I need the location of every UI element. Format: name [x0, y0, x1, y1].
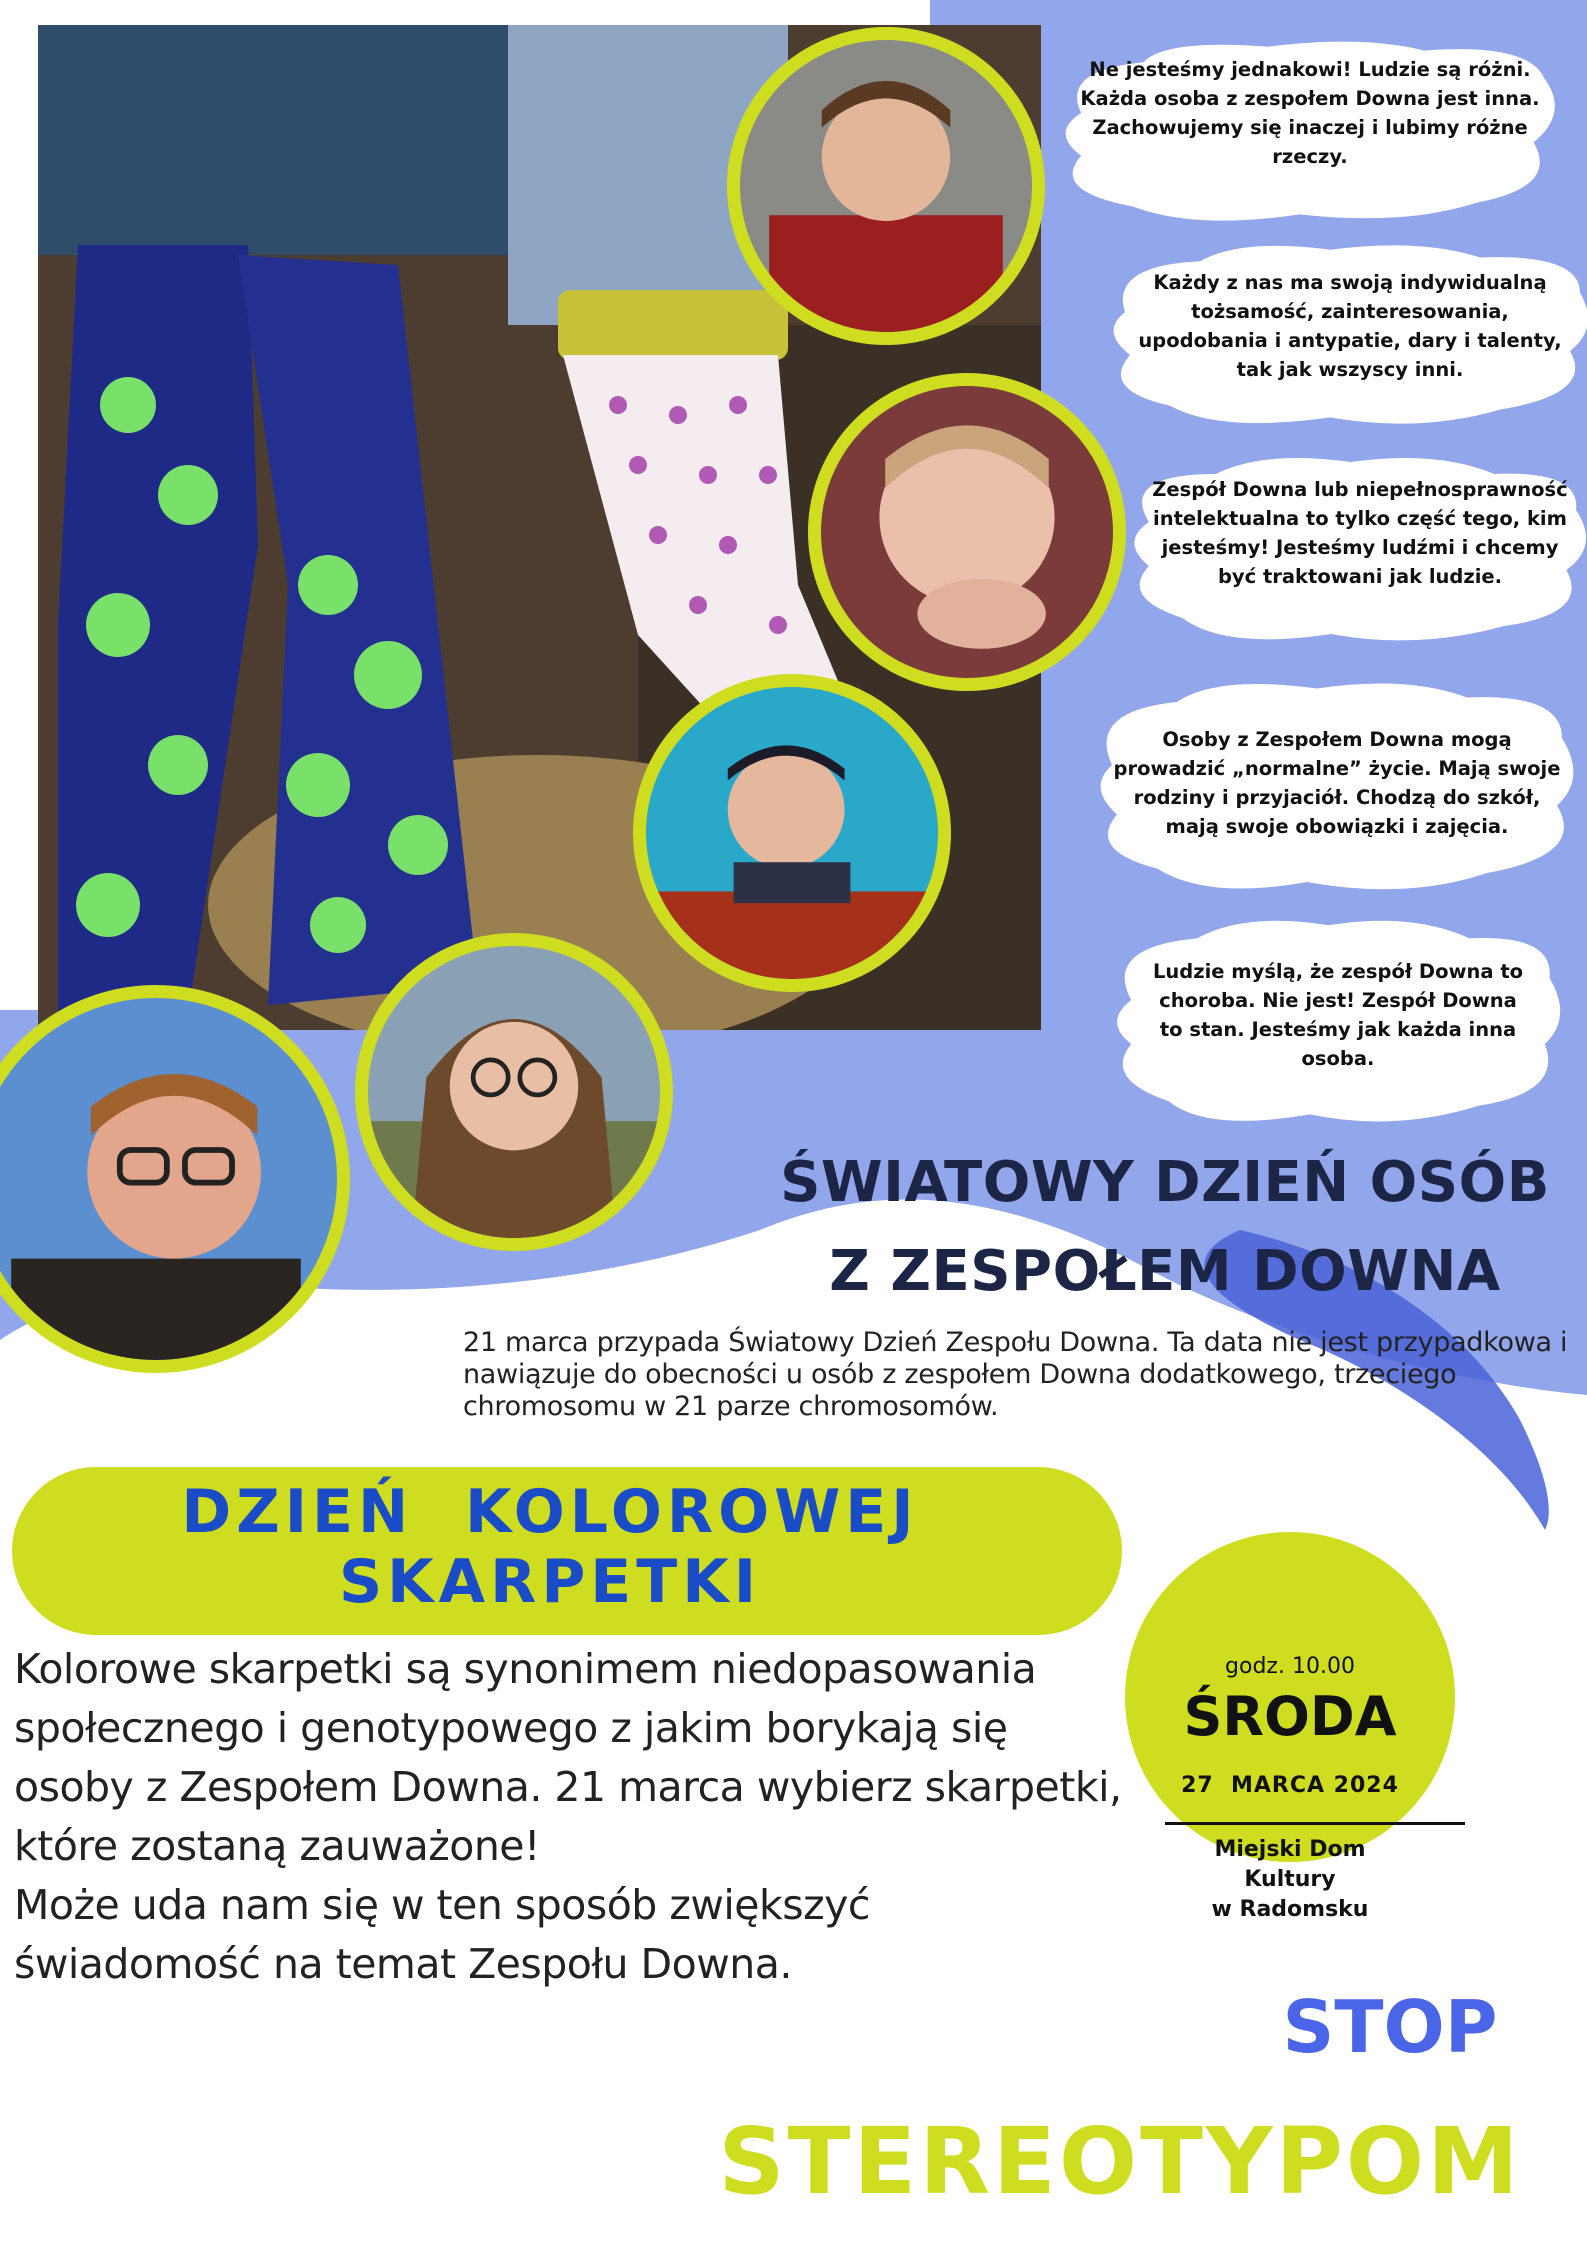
fact-cloud-4 [1112, 725, 1562, 841]
title-line-2: Z ZESPOŁEM DOWNA [829, 1239, 1501, 1304]
fact-cloud-5 [1148, 957, 1528, 1073]
event-info-circle [1125, 1532, 1455, 1922]
fact-text: Osoby z Zespołem Downa mogą prowadzić „normalne” życie. Mają swoje rodziny i przyjaciół. Chodzą do szkół, mają swoje obowiązki i zajęcia. [1113, 728, 1561, 838]
portrait-boy-thumbs-up [727, 27, 1045, 345]
fact-cloud-2 [1125, 268, 1575, 384]
fact-text: Ludzie myślą, że zespół Downa to choroba. Nie jest! Zespół Downa to stan. Jesteśmy jak każda inna osoba. [1152, 960, 1524, 1070]
portrait-child-blowing-kiss [808, 373, 1126, 691]
body-paragraph-2: Może uda nam się w ten sposób zwiększyć świadomość na temat Zespołu Downa. [14, 1881, 870, 1988]
event-day: ŚRODA [1183, 1685, 1397, 1748]
title-line-1: ŚWIATOWY DZIEŃ OSÓB [780, 1150, 1550, 1215]
place-line-3: w Radomsku [1211, 1897, 1369, 1922]
banner-line-1: DZIEŃ KOLOROWEJ [181, 1477, 919, 1547]
fact-text: Zespół Downa lub niepełnosprawność intelektualna to tylko część tego, kim jesteśmy! Jesteśmy ludźmi i chcemy być traktowani jak ludzie. [1152, 478, 1568, 588]
event-place [1125, 1835, 1455, 1925]
fact-text: Ne jesteśmy jednakowi! Ludzie są różni. Każda osoba z zespołem Downa jest inna. Zachowujemy się inaczej i lubimy różne rzeczy. [1080, 58, 1540, 168]
page-title [740, 1138, 1587, 1316]
portrait-boy-with-cap [633, 674, 951, 992]
fact-cloud-1 [1080, 55, 1540, 171]
banner-line-2: SKARPETKI [338, 1547, 762, 1617]
body-paragraph-1: Kolorowe skarpetki są synonimem niedopasowania społecznego i genotypowego z jakim borykają się osoby z Zespołem Downa. 21 marca wybierz skarpetki, które zostaną zauważone! [14, 1645, 1122, 1870]
body-text [14, 1640, 1144, 1994]
place-line-2: Kultury [1244, 1867, 1336, 1892]
event-time: godz. 10.00 [1225, 1654, 1355, 1679]
fact-text: Każdy z nas ma swoją indywidualną tożsamość, zainteresowania, upodobania i antypatie, dary i talenty, tak jak wszyscy inni. [1138, 271, 1562, 381]
banner-text [100, 1477, 1000, 1617]
place-line-1: Miejski Dom [1214, 1837, 1366, 1862]
fact-cloud-3 [1145, 475, 1575, 591]
portrait-girl-glasses [355, 933, 673, 1251]
event-divider [1165, 1822, 1465, 1825]
event-date: 27 MARCA 2024 [1181, 1773, 1399, 1798]
slogan-stop: STOP [1282, 1985, 1498, 2069]
intro-paragraph: 21 marca przypada Światowy Dzień Zespołu Downa. Ta data nie jest przypadkowa i nawiązuje do obecności u osób z zespołem Downa dodatkowego, trzeciego chromosomu w 21 parze chromosomów. [463, 1327, 1568, 1422]
slogan-stereotypes: STEREOTYPOM [718, 2108, 1522, 2215]
